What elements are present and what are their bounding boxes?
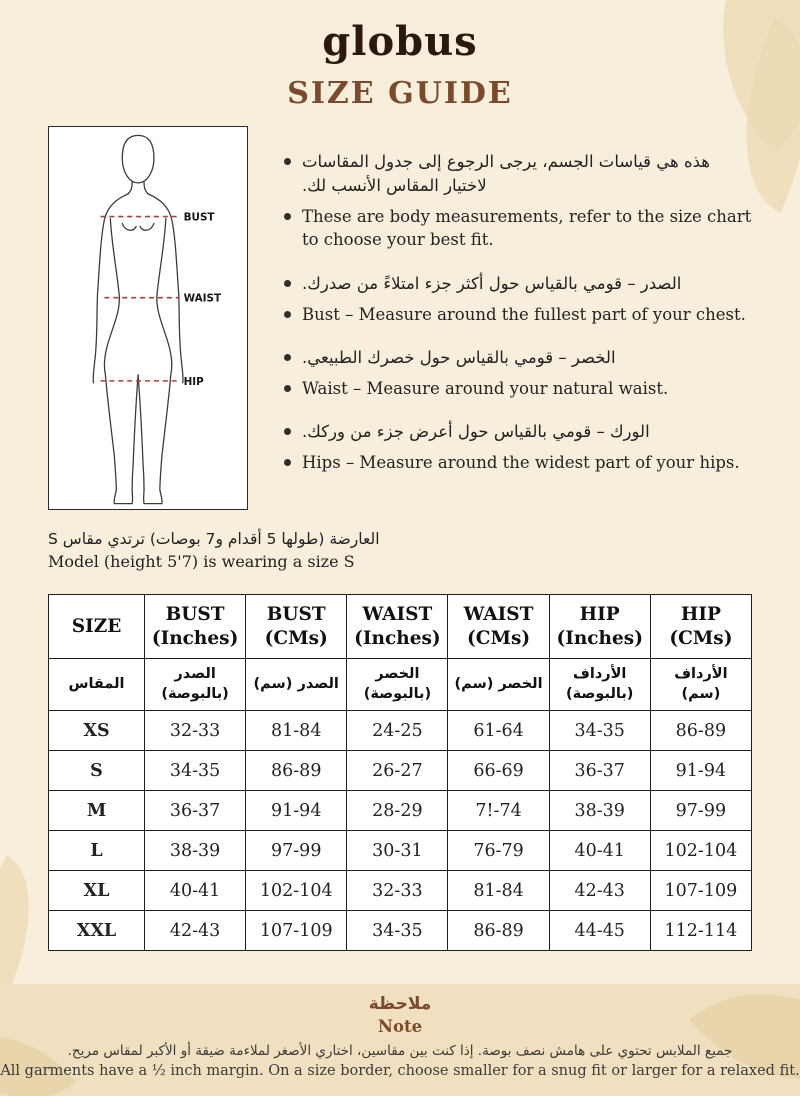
header-cell-hip-in: HIP (Inches) xyxy=(549,595,650,659)
value-cell: 44-45 xyxy=(549,911,650,951)
bullet-dot xyxy=(284,158,291,165)
value-cell: 36-37 xyxy=(549,751,650,791)
instruction-text-en: These are body measurements, refer to the size chart to choose your best fit. xyxy=(302,206,752,250)
header-cell-waist-cm-ar: الخصر (سم) xyxy=(448,659,549,711)
size-cell: XXL xyxy=(49,911,145,951)
value-cell: 28-29 xyxy=(347,791,448,831)
value-cell: 36-37 xyxy=(145,791,246,831)
value-cell: 97-99 xyxy=(650,791,751,831)
value-cell: 66-69 xyxy=(448,751,549,791)
instruction-text-ar: الورك – قومي بالقياس حول أعرض جزء من وركك. xyxy=(302,422,650,442)
header-cell-hip-cm: HIP (CMs) xyxy=(650,595,751,659)
table-row-xl xyxy=(49,871,752,911)
instruction-arabic xyxy=(284,420,752,444)
instruction-group-hip xyxy=(284,420,752,474)
value-cell: 112-114 xyxy=(650,911,751,951)
value-cell: 26-27 xyxy=(347,751,448,791)
size-cell: M xyxy=(49,791,145,831)
value-cell: 7!-74 xyxy=(448,791,549,831)
value-cell: 102-104 xyxy=(650,831,751,871)
value-cell: 97-99 xyxy=(246,831,347,871)
bullet-dot xyxy=(284,428,291,435)
instruction-english xyxy=(284,205,752,252)
instruction-text-ar: هذه هي قياسات الجسم، يرجى الرجوع إلى جدول المقاسات لاختيار المقاس الأنسب لك. xyxy=(302,152,711,195)
value-cell: 38-39 xyxy=(549,791,650,831)
instruction-group-overview xyxy=(284,150,752,252)
instruction-group-waist xyxy=(284,346,752,400)
header-cell-bust-in-ar: الصدر (بالبوصة) xyxy=(145,659,246,711)
bullet-dot xyxy=(284,459,291,466)
value-cell: 76-79 xyxy=(448,831,549,871)
note-body-en: All garments have a ½ inch margin. On a size border, choose smaller for a snug fit or larger for a relaxed fit. xyxy=(0,1063,800,1079)
header-cell-bust-cm-ar: الصدر (سم) xyxy=(246,659,347,711)
bullet-dot xyxy=(284,213,291,220)
hip-label: HIP xyxy=(183,375,204,388)
table-row-xs xyxy=(49,711,752,751)
value-cell: 40-41 xyxy=(145,871,246,911)
size-cell: S xyxy=(49,751,145,791)
value-cell: 40-41 xyxy=(549,831,650,871)
value-cell: 34-35 xyxy=(347,911,448,951)
value-cell: 107-109 xyxy=(650,871,751,911)
header-cell-waist-in: WAIST (Inches) xyxy=(347,595,448,659)
value-cell: 24-25 xyxy=(347,711,448,751)
instruction-text-en: Hips – Measure around the widest part of your hips. xyxy=(302,453,740,473)
value-cell: 61-64 xyxy=(448,711,549,751)
page-title: SIZE GUIDE xyxy=(287,76,513,111)
value-cell: 34-35 xyxy=(549,711,650,751)
value-cell: 32-33 xyxy=(145,711,246,751)
header xyxy=(0,20,800,111)
table-row-s xyxy=(49,751,752,791)
waist-label: WAIST xyxy=(183,292,222,305)
measurement-instructions xyxy=(284,150,752,495)
note-content xyxy=(0,994,800,1079)
value-cell: 107-109 xyxy=(246,911,347,951)
instruction-arabic xyxy=(284,272,752,296)
table-header-row-ar xyxy=(49,659,752,711)
table-header-row-en xyxy=(49,595,752,659)
size-chart-table xyxy=(48,594,752,951)
value-cell: 91-94 xyxy=(246,791,347,831)
value-cell: 86-89 xyxy=(246,751,347,791)
instruction-text-en: Bust – Measure around the fullest part of your chest. xyxy=(302,304,746,324)
value-cell: 42-43 xyxy=(549,871,650,911)
table-row-xxl xyxy=(49,911,752,951)
size-cell: XL xyxy=(49,871,145,911)
instruction-arabic xyxy=(284,346,752,370)
note-body-ar: جميع الملابس تحتوي على هامش نصف بوصة. إذا كنت بين مقاسين، اختاري الأصغر لملاءمة ضيقة أو الأكبر لمقاس مريح. xyxy=(67,1043,733,1059)
size-cell: L xyxy=(49,831,145,871)
instruction-group-bust xyxy=(284,272,752,326)
instruction-arabic xyxy=(284,150,752,198)
header-cell-size-ar: المقاس xyxy=(49,659,145,711)
size-cell: XS xyxy=(49,711,145,751)
body-measurement-diagram xyxy=(48,126,248,510)
instruction-text-en: Waist – Measure around your natural waist. xyxy=(302,378,669,398)
bullet-dot xyxy=(284,354,291,361)
header-cell-hip-in-ar: الأرداف (بالبوصة) xyxy=(549,659,650,711)
instruction-english xyxy=(284,451,752,474)
value-cell: 42-43 xyxy=(145,911,246,951)
table-row-m xyxy=(49,791,752,831)
instruction-english xyxy=(284,377,752,400)
note-section xyxy=(0,984,800,1096)
value-cell: 91-94 xyxy=(650,751,751,791)
model-note-en: Model (height 5'7) is wearing a size S xyxy=(48,552,355,572)
value-cell: 38-39 xyxy=(145,831,246,871)
value-cell: 86-89 xyxy=(448,911,549,951)
note-title-en: Note xyxy=(377,1017,423,1036)
model-note-ar: العارضة (طولها 5 أقدام و7 بوصات) ترتدي مقاس S xyxy=(48,530,380,548)
model-note xyxy=(48,527,528,573)
value-cell: 86-89 xyxy=(650,711,751,751)
bullet-dot xyxy=(284,311,291,318)
value-cell: 34-35 xyxy=(145,751,246,791)
value-cell: 81-84 xyxy=(246,711,347,751)
instruction-english xyxy=(284,303,752,326)
bullet-dot xyxy=(284,280,291,287)
table-row-l xyxy=(49,831,752,871)
value-cell: 81-84 xyxy=(448,871,549,911)
female-figure-illustration xyxy=(49,127,247,509)
value-cell: 30-31 xyxy=(347,831,448,871)
header-cell-waist-cm: WAIST (CMs) xyxy=(448,595,549,659)
value-cell: 102-104 xyxy=(246,871,347,911)
value-cell: 32-33 xyxy=(347,871,448,911)
bust-label: BUST xyxy=(183,211,215,224)
instruction-text-ar: الصدر – قومي بالقياس حول أكثر جزء امتلاءً من صدرك. xyxy=(302,273,682,293)
bullet-dot xyxy=(284,385,291,392)
header-cell-bust-in: BUST (Inches) xyxy=(145,595,246,659)
header-cell-size: SIZE xyxy=(49,595,145,659)
instruction-text-ar: الخصر – قومي بالقياس حول خصرك الطبيعي. xyxy=(302,348,616,368)
header-cell-waist-in-ar: الخصر (بالبوصة) xyxy=(347,659,448,711)
header-cell-bust-cm: BUST (CMs) xyxy=(246,595,347,659)
brand-logo: globus xyxy=(322,18,478,65)
header-cell-hip-cm-ar: الأرداف (سم) xyxy=(650,659,751,711)
note-title-ar: ملاحظة xyxy=(368,994,432,1014)
